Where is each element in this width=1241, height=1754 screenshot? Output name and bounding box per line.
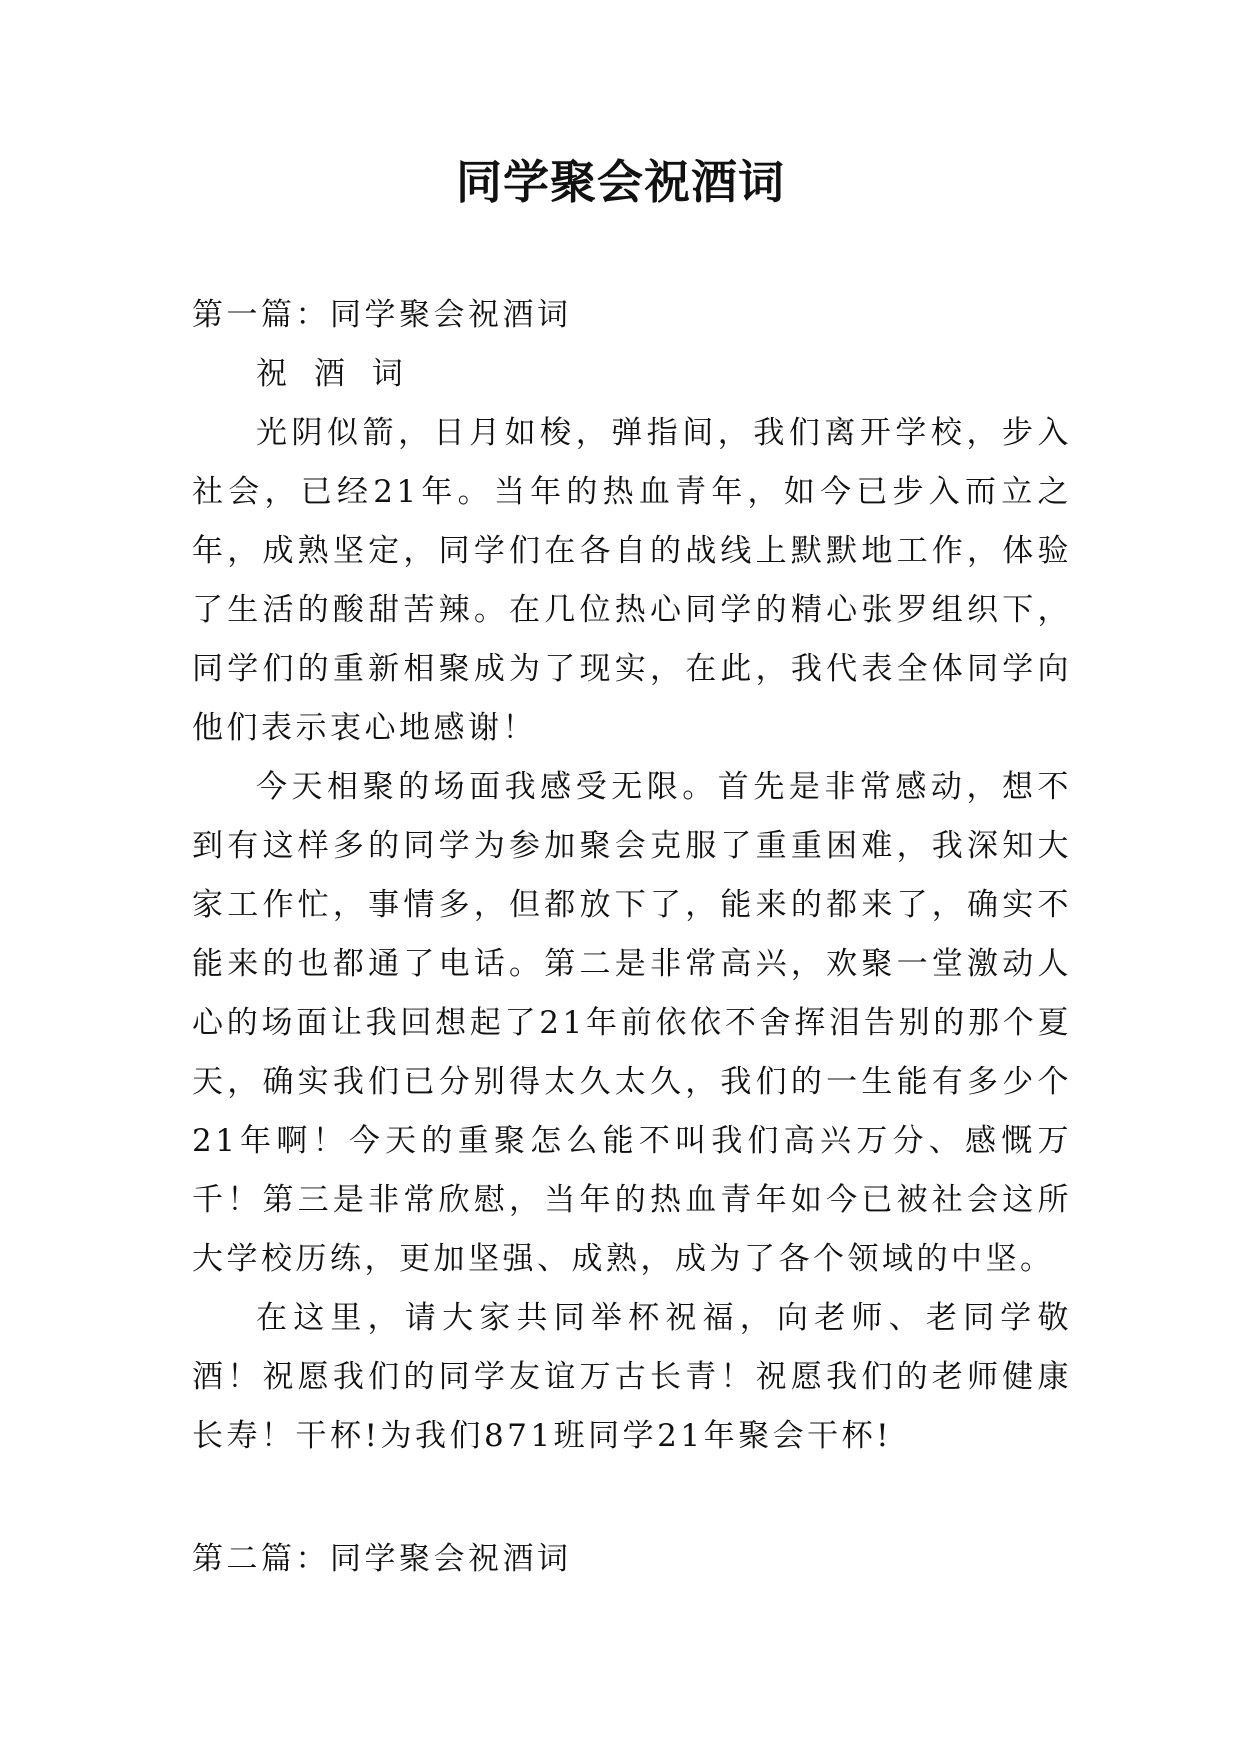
toast-subheading: 祝 酒 词 xyxy=(256,356,407,392)
section-heading-1: 第一篇：同学聚会祝酒词 xyxy=(192,297,572,333)
section-spacer xyxy=(192,1466,1072,1530)
section-heading-2: 第二篇：同学聚会祝酒词 xyxy=(192,1541,572,1577)
document-title: 同学聚会祝酒词 xyxy=(456,155,785,209)
document-body xyxy=(192,286,1072,1589)
paragraph-1: 光阴似箭，日月如梭，弹指间，我们离开学校，步入社会，已经21年。当年的热血青年，如今已步入而立之年，成熟坚定，同学们在各自的战线上默默地工作，体验了生活的酸甜苦辣。在几位热心同学的精心张罗组织下，同学们的重新相聚成为了现实，在此，我代表全体同学向他们表示衷心地感谢！ xyxy=(192,415,1072,746)
paragraph-2: 今天相聚的场面我感受无限。首先是非常感动，想不到有这样多的同学为参加聚会克服了重重困难，我深知大家工作忙，事情多，但都放下了，能来的都来了，确实不能来的也都通了电话。第二是非常高兴，欢聚一堂激动人心的场面让我回想起了21年前依依不舍挥泪告别的那个夏天，确实我们已分别得太久太久，我们的一生能有多少个21年啊！今天的重聚怎么能不叫我们高兴万分、感慨万千！第三是非常欣慰，当年的热血青年如今已被社会这所大学校历练，更加坚强、成熟，成为了各个领域的中坚。 xyxy=(192,769,1072,1277)
paragraph-3: 在这里，请大家共同举杯祝福，向老师、老同学敬酒！祝愿我们的同学友谊万古长青！祝愿我们的老师健康长寿！干杯!为我们871班同学21年聚会干杯! xyxy=(192,1300,1072,1454)
